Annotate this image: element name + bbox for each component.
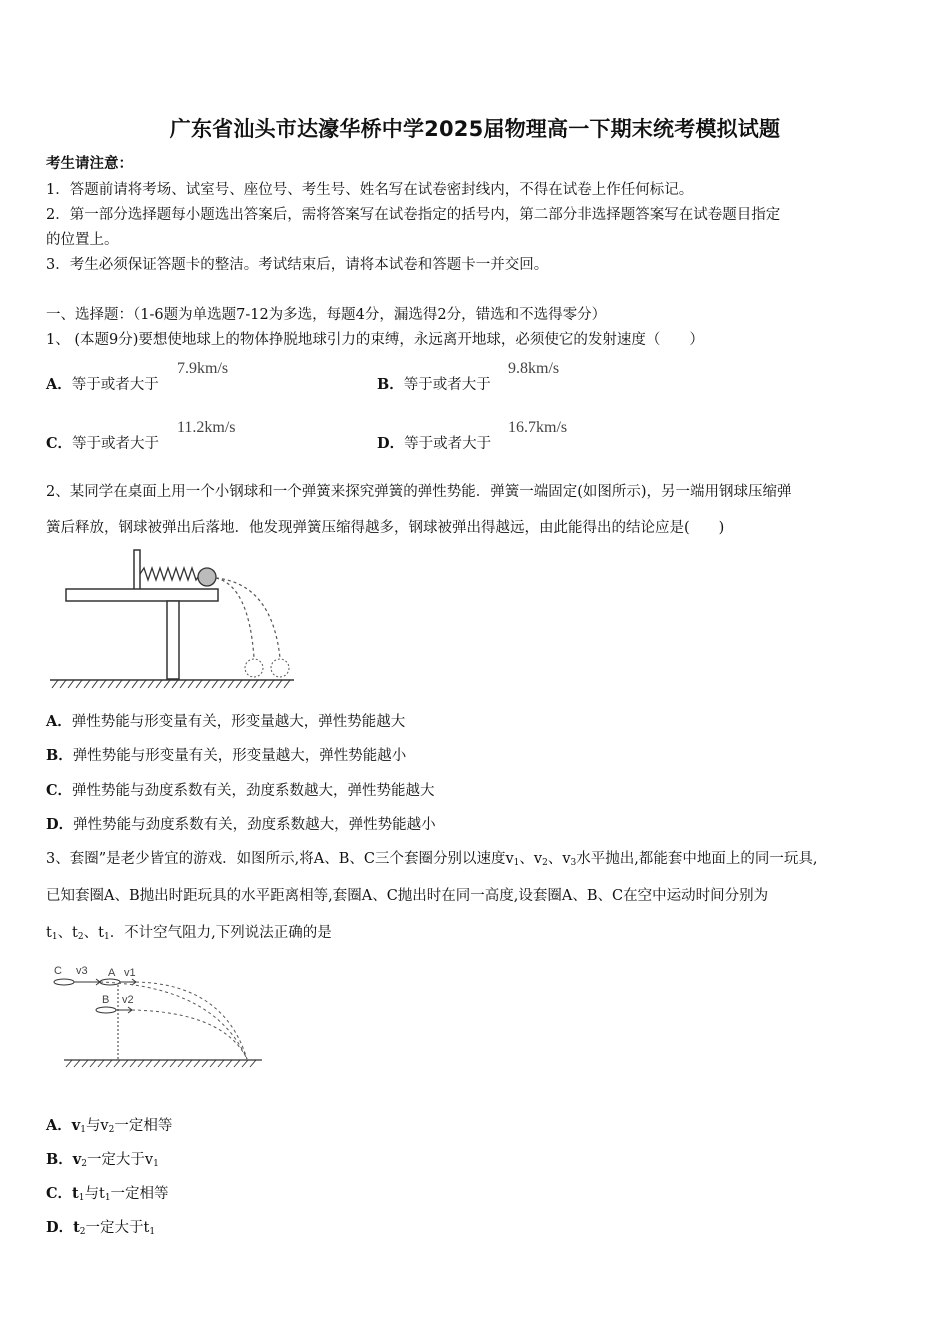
q3-option-d-s1: 2 (79, 1227, 86, 1237)
q1-option-a-text: 等于或者大于 (71, 377, 159, 393)
q2-option-a-text: 弹性势能与形变量有关，形变量越大，弹性势能越大 (71, 714, 406, 730)
q3-line3-part-b: ．不计空气阻力,下列说法正确的是 (109, 925, 332, 941)
label-v2: v2 (122, 994, 134, 1006)
q2-option-b-label: B． (46, 747, 73, 764)
q3-line3-t: t (46, 925, 52, 941)
q3-option-c-p1: t (72, 1185, 79, 1202)
q1-option-a-value: 7.9km/s (177, 360, 229, 377)
q2-option-c (46, 779, 435, 800)
q3-option-b-s1: 2 (81, 1159, 87, 1169)
q2-option-d (46, 813, 436, 834)
ring-c (54, 979, 74, 985)
label-v1: v1 (124, 967, 136, 979)
q3-option-c-label: C． (46, 1185, 73, 1202)
q1-option-c (46, 432, 159, 453)
q3-line3-sub-1: 1 (51, 932, 58, 942)
q3-option-c-s1: 1 (78, 1193, 85, 1203)
q1-stem: 1、 (本题9分)要想使地球上的物体挣脱地球引力的束缚，永远离开地球，必须使它的发射速度（ ） (46, 332, 704, 348)
q3-option-d-p1: t (73, 1219, 80, 1236)
q3-option-d-mid: 一定大于t (85, 1220, 150, 1236)
q3-option-a (46, 1114, 172, 1135)
q3-option-d (46, 1216, 155, 1237)
q2-option-b-text: 弹性势能与形变量有关，形变量越大，弹性势能越小 (72, 748, 407, 764)
arrow-v1 (120, 979, 136, 985)
notice-item-3: 3．考生必须保证答题卡的整洁。考试结束后，请将本试卷和答题卡一并交回。 (46, 257, 549, 273)
q3-option-b-s2: 1 (153, 1159, 159, 1169)
q3-ground-hatch (66, 1060, 256, 1067)
ground-hatch (52, 680, 290, 688)
label-c: C (54, 965, 62, 977)
trajectory-a (136, 982, 247, 1059)
q3-stem-line-3 (46, 921, 332, 942)
spring-wall (134, 550, 140, 590)
q1-option-a-label: A． (46, 376, 72, 393)
q2-stem-line-2: 簧后释放，钢球被弹出后落地．他发现弹簧压缩得越多，钢球被弹出得越远，由此能得出的结论应是( ) (46, 520, 725, 536)
q3-option-d-label: D． (46, 1219, 74, 1236)
label-v3: v3 (76, 965, 88, 977)
q1-option-b-value: 9.8km/s (508, 360, 560, 377)
q3-line1-part-a: 3、套圈”是老少皆宜的游戏．如图所示,将A、B、C三个套圈分别以速度v (46, 851, 514, 867)
q2-option-d-label: D． (46, 816, 74, 833)
q3-sub-1: 1 (513, 858, 520, 868)
q3-line3-sub-2: 2 (77, 932, 84, 942)
ring-toss-figure (44, 960, 266, 1072)
q1-option-a (46, 373, 159, 394)
q3-option-a-end: 一定相等 (114, 1118, 173, 1134)
q1-option-c-text: 等于或者大于 (72, 436, 160, 452)
q3-option-c-s2: 1 (104, 1193, 111, 1203)
trajectory-short (216, 578, 254, 658)
trajectory-b (132, 1010, 247, 1059)
q3-option-a-s1: 1 (80, 1125, 86, 1135)
q3-stem-line-2: 已知套圈A、B抛出时距玩具的水平距离相等,套圈A、C抛出时在同一高度,设套圈A、B、C在空中运动时间分别为 (46, 888, 769, 904)
notice-heading: 考生请注意： (46, 155, 133, 172)
q3-line3-sep-2: 、t (83, 925, 104, 941)
q3-line3-sub-3: 1 (103, 932, 110, 942)
q3-stem-line-1 (46, 847, 818, 868)
q3-sub-3: 3 (570, 858, 577, 868)
table-top (66, 589, 218, 601)
q3-sep-1: 、v (519, 851, 543, 867)
q3-option-a-mid: 与v (85, 1118, 109, 1134)
q2-stem-line-1: 2、某同学在桌面上用一个小钢球和一个弹簧来探究弹簧的弹性势能．弹簧一端固定(如图所示)，另一端用钢球压缩弹 (46, 484, 792, 500)
q2-option-d-text: 弹性势能与劲度系数有关，劲度系数越大，弹性势能越小 (73, 817, 436, 833)
section-heading: 一、选择题：（1-6题为单选题7-12为多选，每题4分，漏选得2分，错选和不选得零分） (46, 307, 607, 323)
arrow-v3 (74, 979, 100, 985)
q3-option-c-end: 一定相等 (110, 1186, 169, 1202)
landed-ball-1 (245, 659, 263, 677)
q1-option-d-value: 16.7km/s (508, 419, 568, 436)
q3-sub-2: 2 (542, 858, 548, 868)
spring (140, 568, 204, 580)
ring-b (96, 1007, 116, 1013)
notice-item-1: 1．答题前请将考场、试室号、座位号、考生号、姓名写在试卷密封线内，不得在试卷上作任何标记。 (46, 182, 694, 198)
notice-item-2: 2．第一部分选择题每小题选出答案后，需将答案写在试卷指定的括号内，第二部分非选择题答案写在试卷题目指定 (46, 207, 781, 223)
trajectory-long (216, 578, 280, 658)
q3-line1-part-b: 水平抛出,都能套中地面上的同一玩具, (576, 851, 818, 867)
q1-option-b-label: B． (377, 376, 404, 393)
q3-option-a-p1: v (71, 1117, 81, 1134)
steel-ball (198, 568, 216, 586)
q3-option-a-s2: 2 (108, 1125, 115, 1135)
q1-option-c-value: 11.2km/s (177, 419, 236, 436)
q2-option-b (46, 744, 406, 765)
q2-option-c-label: C． (46, 782, 73, 799)
label-b: B (102, 994, 110, 1006)
q3-sep-2: 、v (547, 851, 571, 867)
q1-option-b-text: 等于或者大于 (403, 377, 491, 393)
q3-option-b (46, 1148, 159, 1169)
q3-option-d-s2: 1 (149, 1227, 156, 1237)
q3-option-b-p1: v (72, 1151, 82, 1168)
q1-option-b (377, 373, 491, 394)
table-leg (167, 601, 179, 679)
q3-option-b-mid: 一定大于v (86, 1152, 154, 1168)
q3-option-a-label: A． (46, 1117, 72, 1134)
q3-option-c (46, 1182, 169, 1203)
page-title: 广东省汕头市达濠华桥中学2025届物理高一下期末统考模拟试题 (169, 117, 781, 141)
spring-table-figure (44, 546, 300, 694)
label-a: A (108, 967, 116, 979)
q1-option-d-label: D． (377, 435, 405, 452)
q1-option-c-label: C． (46, 435, 73, 452)
q1-option-d (377, 432, 491, 453)
q3-option-c-mid: 与t (84, 1186, 105, 1202)
q2-option-a-label: A． (46, 713, 72, 730)
q1-option-d-text: 等于或者大于 (404, 436, 492, 452)
q3-option-b-label: B． (46, 1151, 73, 1168)
q2-option-c-text: 弹性势能与劲度系数有关，劲度系数越大，弹性势能越大 (72, 783, 435, 799)
notice-item-2-cont: 的位置上。 (46, 232, 119, 248)
q2-option-a (46, 710, 405, 731)
landed-ball-2 (271, 659, 289, 677)
q3-line3-sep-1: 、t (57, 925, 78, 941)
